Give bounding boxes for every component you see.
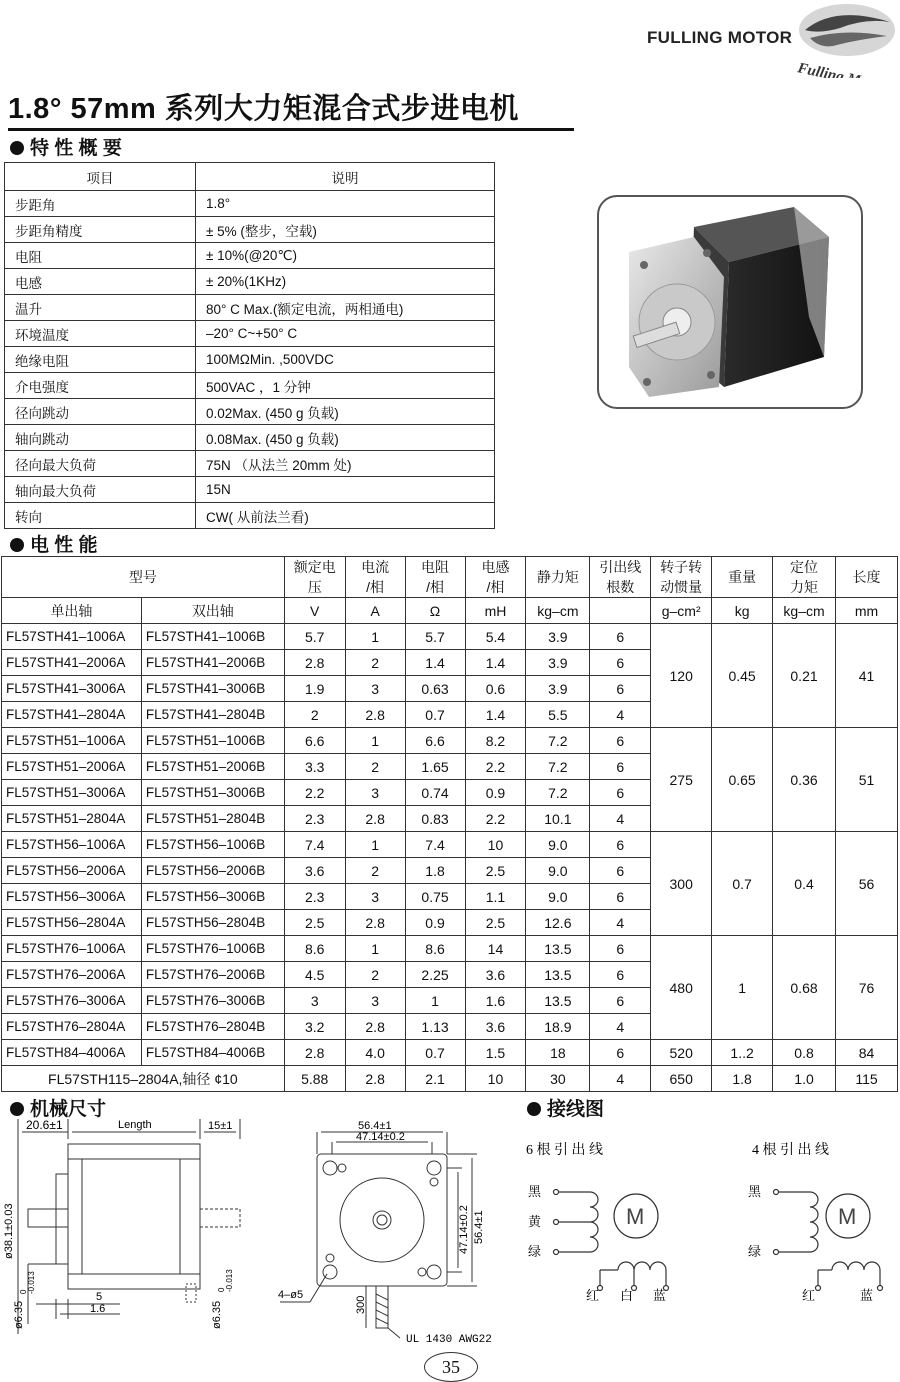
cell-r: 0.75 — [405, 884, 465, 910]
cell-a: 1 — [345, 728, 405, 754]
feature-item: 转向 — [5, 503, 196, 529]
model-single: FL57STH76–2006A — [2, 962, 142, 988]
model-double: FL57STH41–2804B — [141, 702, 284, 728]
sub-detent: kg–cm — [773, 598, 836, 624]
cell-v: 2 — [284, 702, 345, 728]
model-double: FL57STH56–2804B — [141, 910, 284, 936]
dim-flat: 5 — [96, 1291, 103, 1303]
group-inertia: 275 — [651, 728, 712, 832]
cell-detent: 1.0 — [773, 1066, 836, 1092]
col-item: 项目 — [5, 163, 196, 191]
cell-inertia: 650 — [651, 1066, 712, 1092]
dim-shaft1: ø6.35 — [13, 1300, 25, 1329]
cell-a: 3 — [345, 676, 405, 702]
dim-wire: UL 1430 AWG22 — [406, 1334, 492, 1344]
feature-desc: 100MΩMin. ,500VDC — [196, 347, 495, 373]
group-inertia: 300 — [651, 832, 712, 936]
feature-item: 径向跳动 — [5, 399, 196, 425]
dim-shaft2-tol-top: 0 — [217, 1287, 226, 1292]
cell-v: 3.6 — [284, 858, 345, 884]
cell-v: 8.6 — [284, 936, 345, 962]
model-double: FL57STH76–2804B — [141, 1014, 284, 1040]
cell-r: 2.25 — [405, 962, 465, 988]
wire-6-red: 红 — [586, 1288, 600, 1303]
cell-a: 2.8 — [345, 910, 405, 936]
logo-text: Fulling Motor — [796, 60, 887, 78]
model-double: FL57STH56–1006B — [141, 832, 284, 858]
cell-a: 1 — [345, 624, 405, 650]
feature-desc: 0.08Max. (450 g 负载) — [196, 425, 495, 451]
dim-square: 56.4±1 — [358, 1120, 392, 1132]
feature-desc: ± 5% (整步，空载) — [196, 217, 495, 243]
cell-a: 3 — [345, 988, 405, 1014]
feature-item: 径向最大负荷 — [5, 451, 196, 477]
dim-shaft1-tol-top: 0 — [19, 1289, 28, 1294]
cell-v: 3.3 — [284, 754, 345, 780]
cell-v: 2.2 — [284, 780, 345, 806]
col-length: 长度 — [835, 557, 897, 598]
cell-a: 1 — [345, 832, 405, 858]
col-voltage: 额定电 压 — [284, 557, 345, 598]
cell-n: 4 — [590, 702, 651, 728]
cell-v: 7.4 — [284, 832, 345, 858]
dim-lead-len: 300 — [355, 1295, 367, 1314]
feature-row — [5, 243, 495, 269]
model-single: FL57STH41–2804A — [2, 702, 142, 728]
page-number: 35 — [424, 1352, 478, 1382]
feature-row — [5, 503, 495, 529]
cell-t: 13.5 — [526, 936, 590, 962]
dim-rear: 15±1 — [208, 1120, 233, 1132]
cell-v: 2.8 — [284, 1040, 345, 1066]
cell-l: 3.6 — [465, 962, 526, 988]
feature-desc: 1.8° — [196, 191, 495, 217]
cell-l: 1.1 — [465, 884, 526, 910]
page-title: 1.8° 57mm 系列大力矩混合式步进电机 — [8, 93, 519, 125]
table-row — [2, 728, 898, 754]
dim-flange: 20.6±1 — [26, 1118, 63, 1132]
model-double: FL57STH51–2804B — [141, 806, 284, 832]
cell-n: 4 — [590, 910, 651, 936]
cell-a: 3 — [345, 780, 405, 806]
cell-a: 3 — [345, 884, 405, 910]
table-row — [2, 832, 898, 858]
feature-row — [5, 451, 495, 477]
dim-holes: 4–ø5 — [278, 1289, 304, 1301]
cell-a: 1 — [345, 936, 405, 962]
wiring-6-title: 6 根 引 出 线 — [526, 1143, 603, 1158]
cell-r: 1.8 — [405, 858, 465, 884]
group-inertia: 520 — [651, 1040, 712, 1066]
model-single: FL57STH76–1006A — [2, 936, 142, 962]
wire-6-blue: 蓝 — [653, 1288, 667, 1303]
model-double: FL57STH41–3006B — [141, 676, 284, 702]
cell-t: 30 — [526, 1066, 590, 1092]
group-length: 51 — [835, 728, 897, 832]
wire-4-green: 绿 — [748, 1244, 762, 1259]
group-weight: 0.65 — [712, 728, 773, 832]
model-double: FL57STH41–1006B — [141, 624, 284, 650]
cell-v: 6.6 — [284, 728, 345, 754]
model-single: FL57STH41–3006A — [2, 676, 142, 702]
cell-n: 6 — [590, 728, 651, 754]
model-115: FL57STH115–2804A,轴径 ¢10 — [2, 1066, 285, 1092]
cell-t: 7.2 — [526, 780, 590, 806]
model-double: FL57STH51–1006B — [141, 728, 284, 754]
cell-a: 2 — [345, 754, 405, 780]
feature-desc: ± 10%(@20℃) — [196, 243, 495, 269]
cell-n: 6 — [590, 780, 651, 806]
cell-l: 5.4 — [465, 624, 526, 650]
cell-r: 8.6 — [405, 936, 465, 962]
wire-4-red: 红 — [802, 1288, 816, 1303]
feature-desc: ± 20%(1KHz) — [196, 269, 495, 295]
cell-r: 7.4 — [405, 832, 465, 858]
model-double: FL57STH84–4006B — [141, 1040, 284, 1066]
model-single: FL57STH84–4006A — [2, 1040, 142, 1066]
cell-a: 2 — [345, 858, 405, 884]
group-length: 56 — [835, 832, 897, 936]
electrical-heading: 电 性 能 — [10, 530, 98, 557]
cell-r: 6.6 — [405, 728, 465, 754]
cell-r: 0.7 — [405, 702, 465, 728]
cell-a: 2 — [345, 962, 405, 988]
model-single: FL57STH51–1006A — [2, 728, 142, 754]
cell-v: 4.5 — [284, 962, 345, 988]
cell-n: 6 — [590, 1040, 651, 1066]
table-row — [2, 1040, 898, 1066]
sub-current: A — [345, 598, 405, 624]
feature-desc: –20° C~+50° C — [196, 321, 495, 347]
feature-desc: 75N （从法兰 20mm 处) — [196, 451, 495, 477]
cell-n: 6 — [590, 754, 651, 780]
sub-torque: kg–cm — [526, 598, 590, 624]
dim-square-v: 56.4±1 — [473, 1210, 485, 1244]
feature-row — [5, 295, 495, 321]
electrical-table — [1, 556, 898, 1092]
group-detent: 0.36 — [773, 728, 836, 832]
feature-item: 步距角 — [5, 191, 196, 217]
cell-t: 13.5 — [526, 962, 590, 988]
sub-weight: kg — [712, 598, 773, 624]
dim-shaft1-tol-bot: -0.013 — [27, 1271, 36, 1294]
col-inertia: 转子转 动惯量 — [651, 557, 712, 598]
feature-item: 轴向跳动 — [5, 425, 196, 451]
cell-r: 0.74 — [405, 780, 465, 806]
group-detent: 0.8 — [773, 1040, 836, 1066]
dim-pilot: ø38.1±0.03 — [3, 1203, 15, 1259]
feature-row — [5, 347, 495, 373]
cell-l: 1.4 — [465, 650, 526, 676]
cell-l: 0.6 — [465, 676, 526, 702]
cell-l: 2.2 — [465, 806, 526, 832]
cell-l: 1.4 — [465, 702, 526, 728]
group-length: 84 — [835, 1040, 897, 1066]
cell-l: 14 — [465, 936, 526, 962]
brand-name: FULLING MOTOR — [647, 28, 793, 47]
cell-v: 2.8 — [284, 650, 345, 676]
cell-v: 5.88 — [284, 1066, 345, 1092]
table-row — [2, 624, 898, 650]
cell-r: 0.63 — [405, 676, 465, 702]
feature-item: 环境温度 — [5, 321, 196, 347]
feature-item: 电感 — [5, 269, 196, 295]
mechanical-heading: 机械尺寸 — [10, 1094, 106, 1121]
cell-n: 4 — [590, 1014, 651, 1040]
feature-item: 温升 — [5, 295, 196, 321]
feature-row — [5, 191, 495, 217]
cell-v: 5.7 — [284, 624, 345, 650]
sub-voltage: V — [284, 598, 345, 624]
cell-l: 1.5 — [465, 1040, 526, 1066]
features-heading: 特 性 概 要 — [10, 133, 122, 160]
col-weight: 重量 — [712, 557, 773, 598]
cell-v: 2.3 — [284, 884, 345, 910]
cell-t: 5.5 — [526, 702, 590, 728]
cell-t: 12.6 — [526, 910, 590, 936]
dim-hole-pitch-v: 47.14±0.2 — [458, 1205, 470, 1254]
front-view-drawing — [272, 1114, 512, 1349]
dim-shaft2-tol-bot: -0.013 — [225, 1269, 234, 1292]
feature-desc: 0.02Max. (450 g 负载) — [196, 399, 495, 425]
cell-l: 2.2 — [465, 754, 526, 780]
col-desc: 说明 — [196, 163, 495, 191]
cell-r: 1.65 — [405, 754, 465, 780]
cell-r: 0.9 — [405, 910, 465, 936]
cell-l: 1.6 — [465, 988, 526, 1014]
feature-desc: 80° C Max.(额定电流，两相通电) — [196, 295, 495, 321]
sub-leads — [590, 598, 651, 624]
model-single: FL57STH41–2006A — [2, 650, 142, 676]
feature-desc: 500VAC ，1 分钟 — [196, 373, 495, 399]
feature-row — [5, 217, 495, 243]
col-leads: 引出线 根数 — [590, 557, 651, 598]
cell-weight: 1.8 — [712, 1066, 773, 1092]
model-single: FL57STH56–2804A — [2, 910, 142, 936]
feature-row — [5, 425, 495, 451]
feature-desc: CW( 从前法兰看) — [196, 503, 495, 529]
col-resistance: 电阻 /相 — [405, 557, 465, 598]
cell-t: 10.1 — [526, 806, 590, 832]
cell-r: 1.13 — [405, 1014, 465, 1040]
feature-item: 电阻 — [5, 243, 196, 269]
model-double: FL57STH56–3006B — [141, 884, 284, 910]
cell-a: 2.8 — [345, 1014, 405, 1040]
group-weight: 1..2 — [712, 1040, 773, 1066]
cell-a: 4.0 — [345, 1040, 405, 1066]
features-table — [4, 162, 495, 529]
feature-item: 介电强度 — [5, 373, 196, 399]
dim-shaft2: ø6.35 — [211, 1300, 223, 1329]
feature-item: 轴向最大负荷 — [5, 477, 196, 503]
wire-6-yellow: 黄 — [528, 1214, 542, 1229]
group-weight: 0.7 — [712, 832, 773, 936]
side-view-drawing — [0, 1114, 250, 1344]
cell-l: 10 — [465, 832, 526, 858]
cell-l: 8.2 — [465, 728, 526, 754]
col-inductance: 电感 /相 — [465, 557, 526, 598]
dim-length: Length — [118, 1119, 152, 1131]
model-double: FL57STH76–2006B — [141, 962, 284, 988]
model-single: FL57STH76–3006A — [2, 988, 142, 1014]
cell-t: 7.2 — [526, 754, 590, 780]
motor-photo — [597, 195, 863, 409]
feature-row — [5, 269, 495, 295]
group-length: 41 — [835, 624, 897, 728]
table-row — [2, 1066, 898, 1092]
wiring-4-title: 4 根 引 出 线 — [752, 1143, 829, 1158]
group-weight: 1 — [712, 936, 773, 1040]
feature-item: 绝缘电阻 — [5, 347, 196, 373]
cell-t: 18.9 — [526, 1014, 590, 1040]
cell-t: 18 — [526, 1040, 590, 1066]
cell-v: 3 — [284, 988, 345, 1014]
wire-6-white: 白 — [620, 1288, 634, 1303]
group-detent: 0.4 — [773, 832, 836, 936]
model-double: FL57STH76–3006B — [141, 988, 284, 1014]
motor-6-label: M — [626, 1204, 645, 1229]
wiring-heading: 接线图 — [527, 1094, 604, 1121]
cell-t: 7.2 — [526, 728, 590, 754]
sub-length: mm — [835, 598, 897, 624]
sub-inductance: mH — [465, 598, 526, 624]
cell-n: 4 — [590, 806, 651, 832]
model-double: FL57STH51–2006B — [141, 754, 284, 780]
cell-r: 1 — [405, 988, 465, 1014]
cell-t: 3.9 — [526, 676, 590, 702]
model-double: FL57STH76–1006B — [141, 936, 284, 962]
cell-n: 6 — [590, 676, 651, 702]
wire-4-blue: 蓝 — [860, 1288, 874, 1303]
cell-t: 9.0 — [526, 832, 590, 858]
feature-row — [5, 477, 495, 503]
cell-l: 10 — [465, 1066, 526, 1092]
cell-r: 5.7 — [405, 624, 465, 650]
cell-n: 6 — [590, 650, 651, 676]
cell-r: 2.1 — [405, 1066, 465, 1092]
title-underline — [8, 128, 574, 131]
model-double: FL57STH41–2006B — [141, 650, 284, 676]
col-torque: 静力矩 — [526, 557, 590, 598]
motor-4-label: M — [838, 1204, 857, 1229]
group-inertia: 120 — [651, 624, 712, 728]
cell-a: 2 — [345, 650, 405, 676]
cell-t: 3.9 — [526, 650, 590, 676]
sub-single: 单出轴 — [2, 598, 142, 624]
logo — [795, 0, 900, 83]
cell-n: 6 — [590, 988, 651, 1014]
cell-a: 2.8 — [345, 806, 405, 832]
model-single: FL57STH51–2006A — [2, 754, 142, 780]
feature-row — [5, 373, 495, 399]
cell-t: 9.0 — [526, 858, 590, 884]
col-detent: 定位 力矩 — [773, 557, 836, 598]
cell-v: 1.9 — [284, 676, 345, 702]
cell-l: 0.9 — [465, 780, 526, 806]
cell-n: 6 — [590, 858, 651, 884]
cell-n: 6 — [590, 936, 651, 962]
cell-l: 2.5 — [465, 858, 526, 884]
model-single: FL57STH76–2804A — [2, 1014, 142, 1040]
model-single: FL57STH56–1006A — [2, 832, 142, 858]
model-single: FL57STH51–2804A — [2, 806, 142, 832]
group-detent: 0.68 — [773, 936, 836, 1040]
cell-n: 6 — [590, 884, 651, 910]
cell-n: 6 — [590, 624, 651, 650]
cell-a: 2.8 — [345, 702, 405, 728]
cell-r: 1.4 — [405, 650, 465, 676]
cell-length: 115 — [835, 1066, 897, 1092]
cell-r: 0.7 — [405, 1040, 465, 1066]
wiring-6-lead — [520, 1130, 690, 1325]
wire-6-black: 黑 — [528, 1184, 542, 1199]
model-single: FL57STH56–2006A — [2, 858, 142, 884]
col-model: 型号 — [2, 557, 285, 598]
table-row — [2, 936, 898, 962]
cell-a: 2.8 — [345, 1066, 405, 1092]
cell-n: 6 — [590, 962, 651, 988]
feature-desc: 15N — [196, 477, 495, 503]
wiring-4-lead — [742, 1130, 892, 1325]
cell-n: 6 — [590, 832, 651, 858]
cell-t: 13.5 — [526, 988, 590, 1014]
sub-double: 双出轴 — [141, 598, 284, 624]
cell-v: 2.3 — [284, 806, 345, 832]
wire-6-green: 绿 — [528, 1244, 542, 1259]
wire-4-black: 黑 — [748, 1184, 762, 1199]
dim-hole-pitch: 47.14±0.2 — [356, 1131, 405, 1143]
model-single: FL57STH51–3006A — [2, 780, 142, 806]
model-single: FL57STH41–1006A — [2, 624, 142, 650]
feature-item: 步距角精度 — [5, 217, 196, 243]
sub-inertia: g–cm² — [651, 598, 712, 624]
group-weight: 0.45 — [712, 624, 773, 728]
cell-r: 0.83 — [405, 806, 465, 832]
dim-pilot-depth: 1.6 — [90, 1303, 106, 1315]
sub-resistance: Ω — [405, 598, 465, 624]
group-length: 76 — [835, 936, 897, 1040]
model-double: FL57STH51–3006B — [141, 780, 284, 806]
model-double: FL57STH56–2006B — [141, 858, 284, 884]
cell-l: 3.6 — [465, 1014, 526, 1040]
cell-t: 9.0 — [526, 884, 590, 910]
feature-row — [5, 399, 495, 425]
feature-row — [5, 321, 495, 347]
group-detent: 0.21 — [773, 624, 836, 728]
model-single: FL57STH56–3006A — [2, 884, 142, 910]
cell-v: 3.2 — [284, 1014, 345, 1040]
col-current: 电流 /相 — [345, 557, 405, 598]
group-inertia: 480 — [651, 936, 712, 1040]
cell-t: 3.9 — [526, 624, 590, 650]
cell-l: 2.5 — [465, 910, 526, 936]
cell-n: 4 — [590, 1066, 651, 1092]
cell-v: 2.5 — [284, 910, 345, 936]
